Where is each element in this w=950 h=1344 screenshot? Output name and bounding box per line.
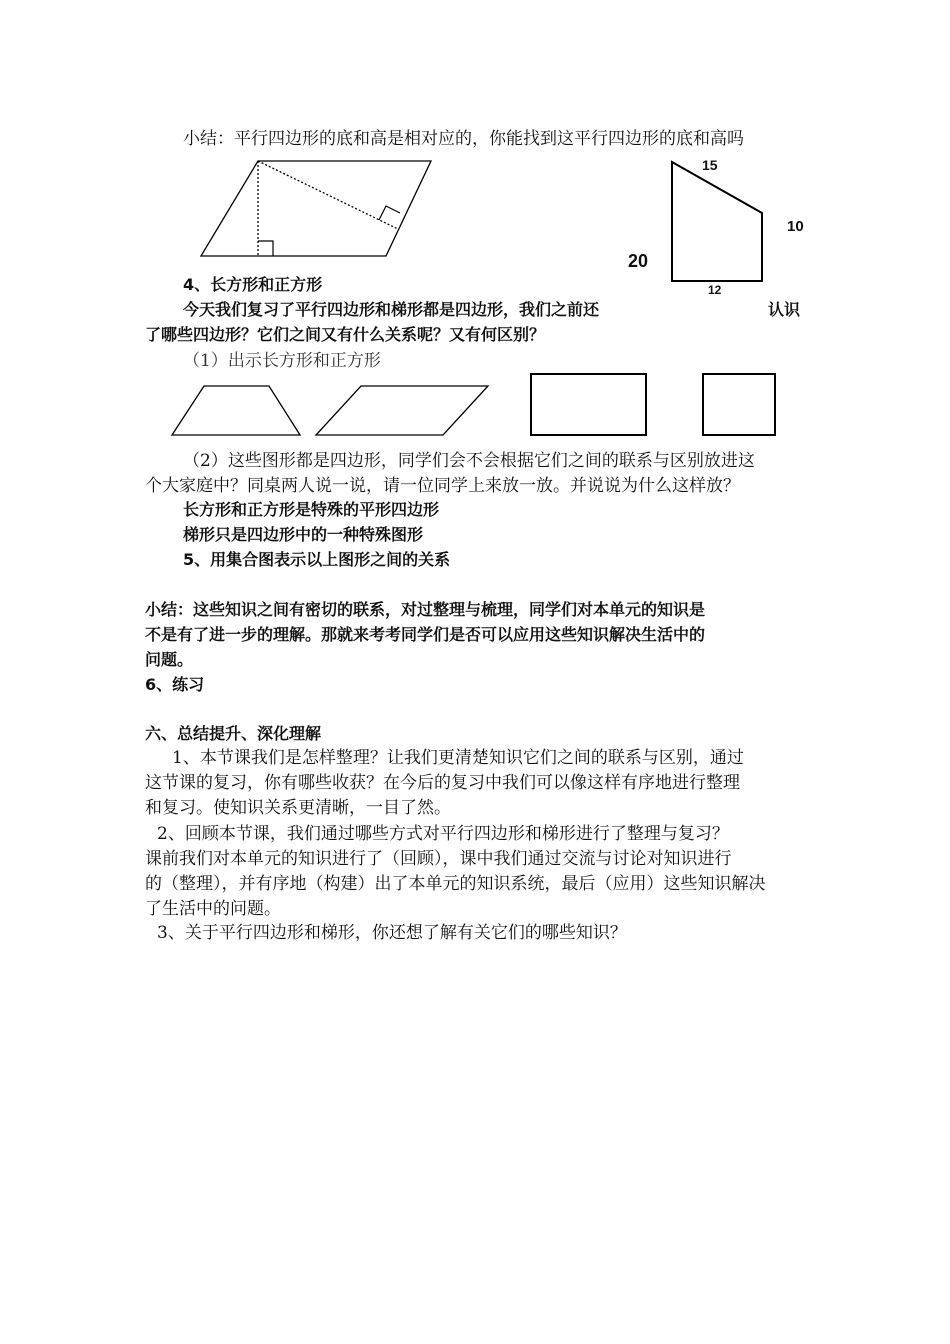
parallelogram-outline xyxy=(201,161,431,256)
section-4-title: 4、长方形和正方形 xyxy=(183,275,323,294)
section-6-title: 6、练习 xyxy=(145,675,205,694)
right-trapezoid-figure xyxy=(665,155,775,285)
parallelogram-heights-figure xyxy=(195,155,440,263)
quadrilaterals-row xyxy=(168,370,783,440)
paragraph-2-line-1: 2、回顾本节课，我们通过哪些方式对平行四边形和梯形进行了整理与复习？ xyxy=(157,824,729,844)
section-5-title: 5、用集合图表示以上图形之间的关系 xyxy=(183,550,451,569)
step-2-line-2: 个大家庭中？同桌两人说一说，请一位同学上来放一放。并说说为什么这样放？ xyxy=(145,476,740,496)
right-angle-mark-side xyxy=(379,206,400,220)
paragraph-2-line-3: 的（整理），并有序地（构建）出了本单元的知识系统，最后（应用）这些知识解决 xyxy=(145,874,766,894)
square-shape xyxy=(703,374,775,435)
paragraph-1-line-1: 1、本节课我们是怎样整理？让我们更清楚知识它们之间的联系与区别，通过 xyxy=(172,748,744,768)
parallelogram-shape xyxy=(316,386,488,435)
intro-line-1: 今天我们复习了平行四边形和梯形都是四边形，我们之前还 xyxy=(183,300,600,319)
right-angle-mark-bottom xyxy=(258,241,273,256)
fact-2: 梯形只是四边形中的一种特殊图形 xyxy=(183,525,424,544)
summary-2-line-2: 不是有了进一步的理解。那就来考考同学们是否可以应用这些知识解决生活中的 xyxy=(145,625,706,644)
trapezoid-label-bottom: 12 xyxy=(708,283,722,297)
trapezoid-outline xyxy=(672,162,762,281)
paragraph-2-line-4: 了生活中的问题。 xyxy=(145,899,281,919)
paragraph-1-line-3: 和复习。使知识关系更清晰，一目了然。 xyxy=(145,798,451,818)
trapezoid-label-right: 10 xyxy=(787,218,804,235)
step-1-text: （1）出示长方形和正方形 xyxy=(183,351,381,371)
summary-2-line-1: 小结：这些知识之间有密切的联系，对过整理与梳理，同学们对本单元的知识是 xyxy=(145,600,706,619)
step-2-line-1: （2）这些图形都是四边形，同学们会不会根据它们之间的联系与区别放进这 xyxy=(183,451,755,471)
summary-text: 小结：平行四边形的底和高是相对应的，你能找到这平行四边形的底和高吗 xyxy=(183,129,744,149)
part-6-title: 六、总结提升、深化理解 xyxy=(145,724,322,743)
summary-2-line-3: 问题。 xyxy=(145,650,194,669)
trapezoid-label-top: 15 xyxy=(702,157,718,173)
trapezoid-label-left: 20 xyxy=(628,251,649,271)
intro-line-2: 了哪些四边形？它们之间又有什么关系呢？又有何区别？ xyxy=(145,325,546,344)
height-line-diagonal xyxy=(258,161,398,229)
fact-1: 长方形和正方形是特殊的平形四边形 xyxy=(183,500,440,519)
trapezoid-shape xyxy=(172,386,300,435)
rectangle-shape xyxy=(531,374,646,435)
paragraph-2-line-2: 课前我们对本单元的知识进行了（回顾），课中我们通过交流与讨论对知识进行 xyxy=(145,849,732,869)
intro-line-1-tail: 认识 xyxy=(768,300,801,319)
paragraph-1-line-2: 这节课的复习，你有哪些收获？在今后的复习中我们可以像这样有序地进行整理 xyxy=(145,773,740,793)
paragraph-3-line-1: 3、关于平行四边形和梯形，你还想了解有关它们的哪些知识？ xyxy=(157,923,627,943)
